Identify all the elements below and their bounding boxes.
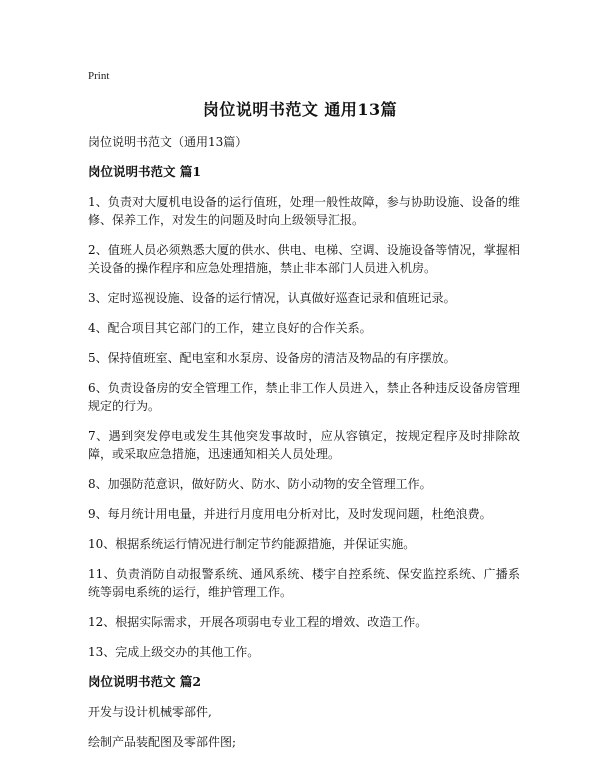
document-subtitle: 岗位说明书范文（通用13篇）: [88, 135, 248, 149]
section-heading-2: 岗位说明书范文 篇2: [88, 674, 202, 689]
section1-item: 4、配合项目其它部门的工作，建立良好的合作关系。: [88, 321, 372, 335]
section1-item: 13、完成上级交办的其他工作。: [88, 645, 260, 659]
section1-item: 6、负责设备房的安全管理工作，禁止非工作人员进入，禁止各种违反设备房管理规定的行为。: [88, 381, 520, 413]
section1-item: 10、根据系统运行情况进行制定节约能源措施，并保证实施。: [88, 537, 416, 551]
section1-item: 5、保持值班室、配电室和水泵房、设备房的清洁及物品的有序摆放。: [88, 351, 456, 365]
section1-item: 1、负责对大厦机电设备的运行值班，处理一般性故障，参与协助设施、设备的维修、保养工作，对发生的问题及时向上级领导汇报。: [88, 195, 520, 227]
section2-item: 开发与设计机械零部件,: [88, 705, 212, 719]
section1-item: 11、负责消防自动报警系统、通风系统、楼宇自控系统、保安监控系统、广播系统等弱电系统的运行，维护管理工作。: [88, 567, 520, 599]
section1-item: 12、根据实际需求，开展各项弱电专业工程的增效、改造工作。: [88, 615, 428, 629]
section-heading-1: 岗位说明书范文 篇1: [88, 164, 202, 179]
document-title: 岗位说明书范文 通用13篇: [202, 100, 398, 119]
section1-item: 2、值班人员必须熟悉大厦的供水、供电、电梯、空调、设施设备等情况，掌握相关设备的操作程序和应急处理措施，禁止非本部门人员进入机房。: [88, 243, 520, 275]
section2-item: 绘制产品装配图及零部件图;: [88, 735, 237, 749]
print-label[interactable]: Print: [88, 70, 110, 82]
section1-item: 3、定时巡视设施、设备的运行情况，认真做好巡查记录和值班记录。: [88, 291, 456, 305]
section1-item: 7、遇到突发停电或发生其他突发事故时，应从容镇定，按规定程序及时排除故障，或采取应急措施，迅速通知相关人员处理。: [88, 429, 520, 461]
section1-item: 8、加强防范意识，做好防火、防水、防小动物的安全管理工作。: [88, 477, 432, 491]
section1-item: 9、每月统计用电量，并进行月度用电分析对比，及时发现问题，杜绝浪费。: [88, 507, 492, 521]
document-content: [88, 133, 520, 763]
